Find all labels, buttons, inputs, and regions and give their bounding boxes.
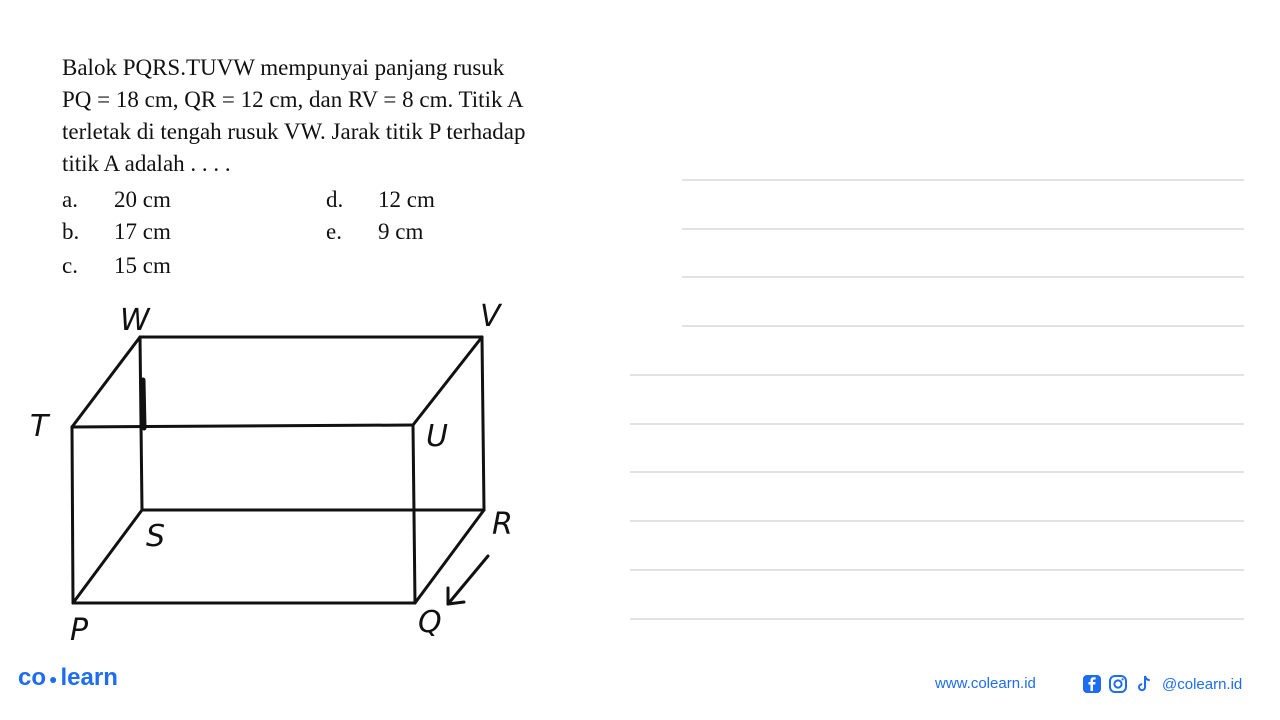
option-d — [326, 184, 435, 216]
question-line-4: titik A adalah . . . . — [62, 151, 231, 176]
option-letter: a. — [62, 187, 78, 212]
option-b — [62, 216, 171, 248]
ruled-lines — [630, 180, 1244, 619]
edge-PS — [73, 510, 142, 603]
label-V-top: V — [480, 299, 501, 334]
edge-UV — [413, 337, 482, 425]
option-letter: d. — [326, 187, 344, 212]
social-handle[interactable]: @colearn.id — [1162, 675, 1243, 693]
question-line-1: Balok PQRS.TUVW mempunyai panjang rusuk — [62, 55, 505, 80]
option-value: 12 cm — [378, 187, 435, 212]
edge-emphasis — [143, 380, 144, 428]
label-S: S — [146, 519, 166, 554]
label-P: P — [70, 613, 89, 648]
social-links — [1082, 672, 1242, 696]
option-letter: c. — [62, 253, 78, 278]
option-value: 9 cm — [378, 219, 424, 244]
instagram-icon[interactable] — [1108, 674, 1128, 694]
edge-TW — [72, 337, 140, 427]
logo-part-co: co — [18, 664, 47, 691]
facebook-icon[interactable] — [1082, 674, 1102, 694]
question-line-2: PQ = 18 cm, QR = 12 cm, dan RV = 8 cm. Titik A — [62, 87, 524, 112]
label-U: U — [426, 419, 448, 454]
tiktok-icon[interactable] — [1134, 674, 1154, 694]
option-e — [326, 216, 423, 248]
option-value: 20 cm — [114, 187, 171, 212]
option-c — [62, 250, 171, 282]
edge-TU — [72, 425, 413, 427]
logo-dot: ● — [49, 670, 58, 687]
question-text — [62, 52, 622, 180]
option-value: 15 cm — [114, 253, 171, 278]
label-T: T — [30, 409, 49, 444]
edge-VR — [482, 337, 484, 510]
option-a — [62, 184, 171, 216]
website-link[interactable]: www.colearn.id — [935, 675, 1036, 692]
edge-TP — [72, 427, 73, 603]
logo-part-learn: learn — [60, 664, 118, 691]
label-W: W — [120, 303, 150, 338]
label-R: R — [492, 507, 513, 542]
option-letter: e. — [326, 219, 342, 244]
label-Q: Q — [418, 605, 442, 640]
colearn-logo[interactable] — [18, 664, 118, 692]
cuboid-edges — [72, 337, 484, 603]
option-value: 17 cm — [114, 219, 171, 244]
edge-UQ — [413, 425, 415, 603]
question-line-3: terletak di tengah rusuk VW. Jarak titik P terhadap — [62, 119, 526, 144]
option-letter: b. — [62, 219, 80, 244]
arrow-icon — [448, 556, 488, 604]
